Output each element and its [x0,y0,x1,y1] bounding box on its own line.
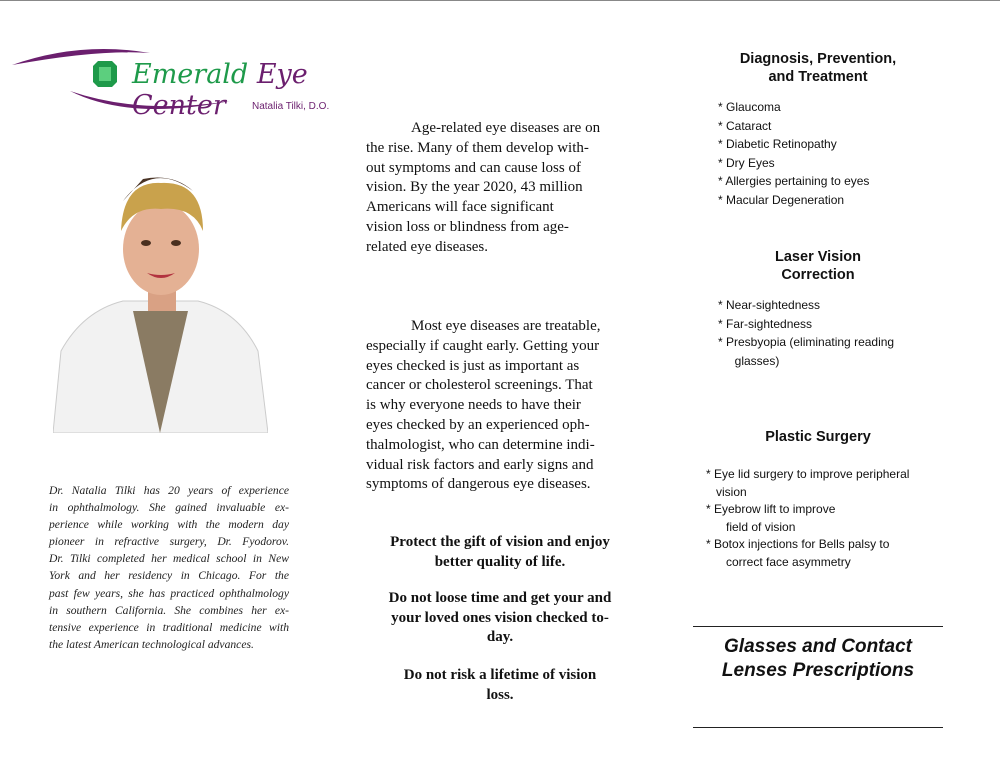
heading-line: Plastic Surgery [765,429,871,445]
logo-name-green: Emerald [132,59,249,90]
list-item: * Glaucoma [718,100,781,114]
paragraph-line: related eye diseases. [366,238,489,255]
paragraph-line: out symptoms and can cause loss of [366,159,581,176]
paragraph-line: thalmologist, who can determine indi- [366,436,595,453]
heading-line: Laser Vision [775,249,861,265]
bio-line: in ophthalmology. She gained invaluable ex- [49,501,289,515]
list-item: correct face asymmetry [706,554,851,569]
section-heading [688,51,948,86]
callout [360,666,640,705]
list-item: * Far-sightedness [718,316,813,331]
bio-line: Dr. Natalia Tilki has 20 years of experience [49,484,289,497]
bio-line: the latest American technological advances. [49,637,254,651]
paragraph-line: eyes checked is just as important as [366,357,580,374]
emerald-gem-icon [93,61,117,87]
paragraph-line: vision. By the year 2020, 43 million [366,179,583,196]
doctor-bio [49,482,289,653]
section-list [718,296,894,370]
list-item: * Diabetic Retinopathy [718,137,837,151]
callout-line: Protect the gift of vision and enjoy [390,534,610,550]
bio-line: in southern California. She combines her ex- [49,603,289,617]
divider [693,626,943,627]
paragraph-line: eyes checked by an experienced oph- [366,416,590,433]
paragraph-line: especially if caught early. Getting your [366,337,600,354]
bio-line: tensive experience in traditional medicine with [49,620,289,634]
list-item: glasses) [718,353,780,368]
logo [10,41,340,121]
glasses-heading [693,635,943,683]
treatable-paragraph [366,317,636,495]
heading-line: and Treatment [768,68,868,85]
paragraph-line: the rise. Many of them develop with- [366,139,589,156]
paragraph-line: is why everyone needs to have their [366,397,581,414]
heading-line: Correction [781,266,855,283]
callout-line: better quality of life. [434,553,566,570]
callout-line: loss. [486,686,514,703]
list-item: * Near-sightedness [718,298,821,312]
bio-line: pioneer in refractive surgery, Dr. Fyodorov. [49,535,289,549]
bio-line: York and her residency in Chicago. For the [49,569,289,583]
paragraph-line: symptoms of dangerous eye diseases. [366,476,591,493]
callout-line: day. [486,629,514,645]
section-heading [688,249,948,284]
callout-line: Do not loose time and get your and [388,590,612,606]
list-item: * Presbyopia (eliminating reading [718,335,895,349]
bio-line: past few years, she has practiced ophthalmology [49,586,289,600]
glasses-line: Lenses Prescriptions [721,660,915,681]
callout [360,589,640,648]
list-item: * Cataract [718,118,772,133]
callout [360,533,640,572]
list-item: * Macular Degeneration [718,192,845,207]
logo-doctor: Natalia Tilki, D.O. [252,101,330,112]
paragraph-line: cancer or cholesterol screenings. That [366,377,593,394]
paragraph-line: Age-related eye diseases are on [411,120,601,136]
intro-paragraph [366,119,636,258]
callout-line: Do not risk a lifetime of vision [403,667,597,683]
paragraph-line: Most eye diseases are treatable, [411,318,601,334]
paragraph-line: Americans will face significant [366,199,554,216]
list-item: vision [706,484,747,499]
paragraph-line: vidual risk factors and early signs and [366,456,594,473]
heading-line: Diagnosis, Prevention, [739,51,897,67]
logo-name-purple: Eye Center [132,59,308,121]
doctor-photo [53,161,268,433]
bio-line: Dr. Tilki completed her medical school in New [49,552,289,566]
section-list [718,98,869,209]
section-heading [688,429,948,447]
section-list [706,466,909,571]
callout-line: your loved ones vision checked to- [391,609,609,626]
divider [693,727,943,728]
list-item: * Allergies pertaining to eyes [718,174,870,188]
list-item: * Botox injections for Bells palsy to [706,537,890,551]
glasses-line: Glasses and Contact [724,636,912,657]
paragraph-line: vision loss or blindness from age- [366,218,569,235]
list-item: * Eyebrow lift to improve [706,502,836,516]
list-item: * Eye lid surgery to improve peripheral [706,467,910,481]
bio-line: perience while working with the modern day [49,518,289,532]
list-item: field of vision [706,519,796,534]
list-item: * Dry Eyes [718,155,775,170]
